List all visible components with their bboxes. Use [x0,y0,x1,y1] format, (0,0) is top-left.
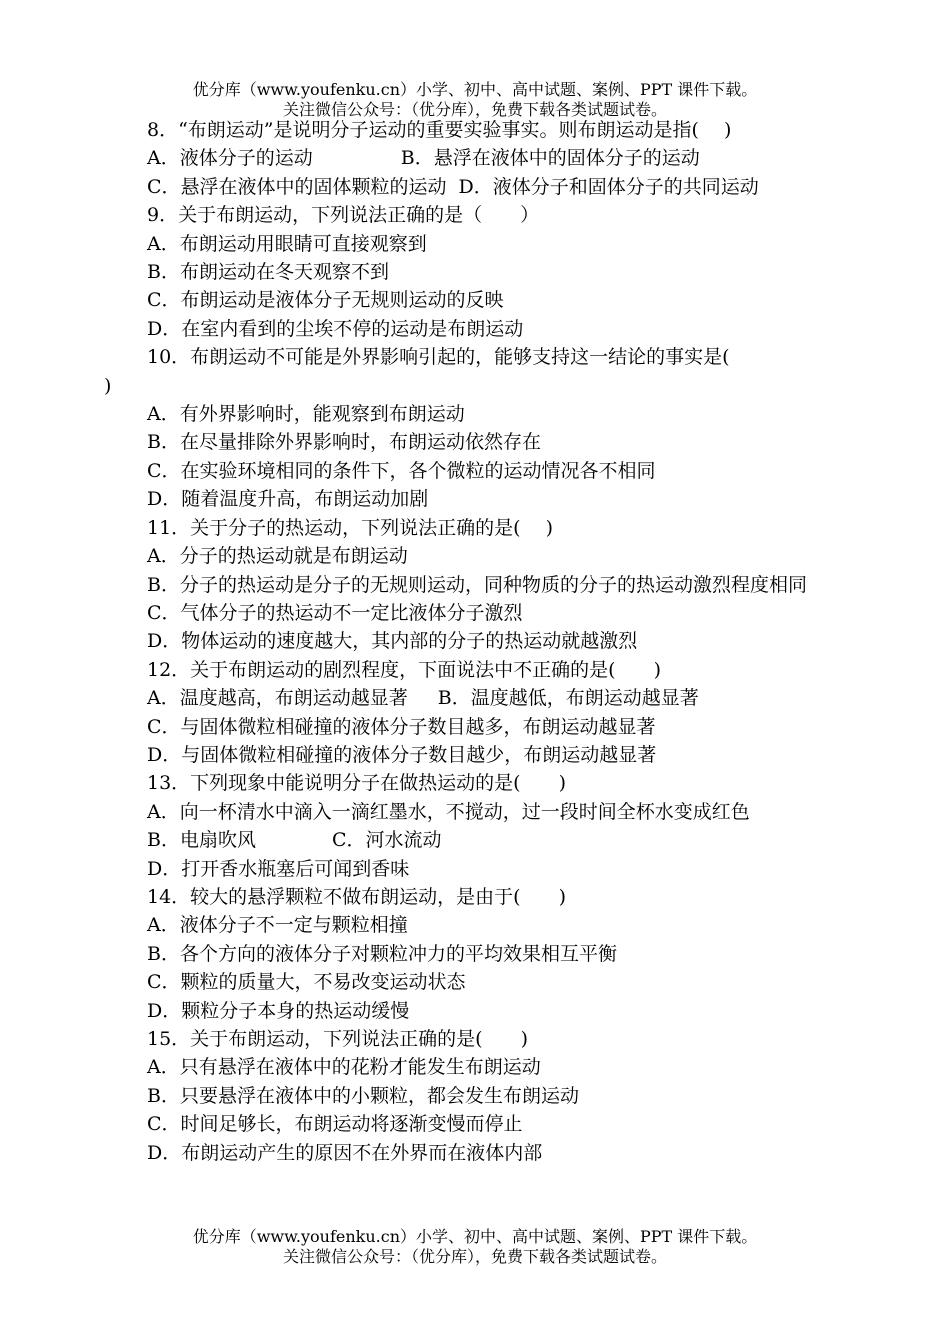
q12-option-d: D．与固体微粒相碰撞的液体分子数目越少，布朗运动越显著 [147,743,657,766]
q14-option-c: C．颗粒的质量大，不易改变运动状态 [147,971,466,994]
q11-option-b: B．分子的热运动是分子的无规则运动，同种物质的分子的热运动激烈程度相同 [147,573,807,596]
q13-option-b: B．电扇吹风 [147,829,256,852]
q12-option-b: B．温度越低，布朗运动越显著 [437,687,699,710]
q10-option-c: C．在实验环境相同的条件下，各个微粒的运动情况各不相同 [147,459,656,482]
q8-option-d: D．液体分子和固体分子的共同运动 [458,175,759,198]
q15-option-c: C．时间足够长，布朗运动将逐渐变慢而停止 [147,1113,523,1136]
q9-option-d: D．在室内看到的尘埃不停的运动是布朗运动 [147,317,524,340]
footer-line-2: 关注微信公众号：（优分库），免费下载各类试题试卷。 [282,1247,667,1266]
q13-options-bc [104,826,850,854]
q14-stem: 14．较大的悬浮颗粒不做布朗运动，是由于( ) [147,885,567,908]
q15-option-d: D．布朗运动产生的原因不在外界而在液体内部 [147,1141,543,1164]
q12-stem: 12．关于布朗运动的剧烈程度，下面说法中不正确的是( ) [147,658,662,681]
q8-stem: 8．“布朗运动”是说明分子运动的重要实验事实。则布朗运动是指( ) [147,119,732,141]
q15-option-b: B．只要悬浮在液体中的小颗粒，都会发生布朗运动 [147,1084,579,1107]
q10-option-a: A．有外界影响时，能观察到布朗运动 [147,403,465,426]
q14-option-a: A．液体分子不一定与颗粒相撞 [147,914,408,937]
page-footer [0,1227,950,1267]
q10-option-b: B．在尽量排除外界影响时，布朗运动依然存在 [147,431,541,454]
q11-option-a: A．分子的热运动就是布朗运动 [147,545,408,568]
q15-option-a: A．只有悬浮在液体中的花粉才能发生布朗运动 [147,1056,541,1079]
q8-options-ab [104,144,850,172]
q10-stem: 10．布朗运动不可能是外界影响引起的，能够支持这一结论的事实是( [147,346,730,369]
q15-stem: 15．关于布朗运动，下列说法正确的是( ) [147,1028,529,1050]
q14-option-b: B．各个方向的液体分子对颗粒冲力的平均效果相互平衡 [147,942,617,965]
q13-option-c: C．河水流动 [331,829,442,852]
footer-line-1: 优分库（www.youfenku.cn）小学、初中、高中试题、案例、PPT 课件下载。 [192,1227,758,1246]
q9-option-c: C．布朗运动是液体分子无规则运动的反映 [147,289,504,312]
q13-option-d: D．打开香水瓶塞后可闻到香味 [147,857,410,880]
header-line-1: 优分库（www.youfenku.cn）小学、初中、高中试题、案例、PPT 课件下载。 [192,80,758,99]
q13-option-a: A．向一杯清水中滴入一滴红墨水，不搅动，过一段时间全杯水变成红色 [147,800,750,823]
q10-option-d: D．随着温度升高，布朗运动加剧 [147,488,429,511]
q8-options-cd [104,173,850,201]
question-list [104,116,850,1167]
q11-option-d: D．物体运动的速度越大，其内部的分子的热运动就越激烈 [147,630,638,653]
q8-option-a: A．液体分子的运动 [147,147,313,170]
q9-stem: 9．关于布朗运动，下列说法正确的是（ ） [147,204,540,227]
page-header [0,80,950,120]
q12-option-a: A．温度越高，布朗运动越显著 [147,687,408,710]
q14-option-d: D．颗粒分子本身的热运动缓慢 [147,999,410,1022]
q13-stem: 13．下列现象中能说明分子在做热运动的是( ) [147,772,567,795]
q9-option-a: A．布朗运动用眼睛可直接观察到 [147,232,427,255]
q8-option-b: B．悬浮在液体中的固体分子的运动 [400,147,700,170]
q10-stem-cont: ) [104,374,112,397]
q12-options-ab [104,684,850,712]
q11-option-c: C．气体分子的热运动不一定比液体分子激烈 [147,601,523,624]
header-line-2: 关注微信公众号：（优分库），免费下载各类试题试卷。 [282,100,667,119]
q11-stem: 11．关于分子的热运动，下列说法正确的是( ) [147,516,554,539]
q9-option-b: B．布朗运动在冬天观察不到 [147,261,389,284]
q8-option-c: C．悬浮在液体中的固体颗粒的运动 [147,175,447,198]
q12-option-c: C．与固体微粒相碰撞的液体分子数目越多，布朗运动越显著 [147,715,656,738]
